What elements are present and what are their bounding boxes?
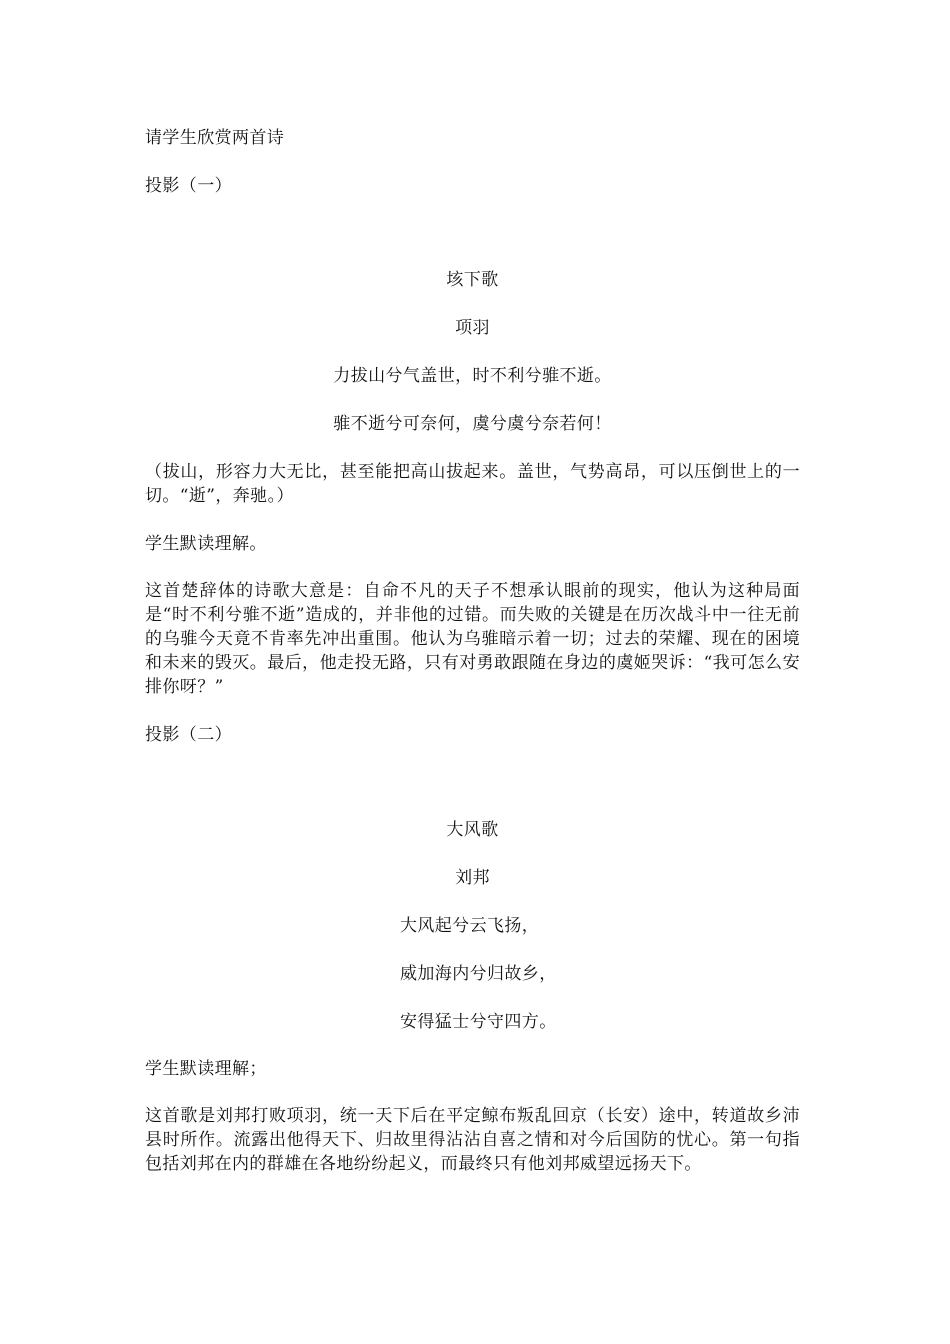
intro-text: 请学生欣赏两首诗 (145, 128, 285, 148)
poem-1-title: 垓下歌 (446, 270, 499, 290)
projection-1-label: 投影（一） (145, 176, 232, 196)
poem-1-read-instruction: 学生默读理解。 (145, 534, 267, 554)
poem-1-line-2: 骓不逝兮可奈何，虞兮虞兮奈若何！ (333, 414, 612, 434)
poem-2-read-instruction: 学生默读理解； (145, 1059, 267, 1079)
projection-2-label: 投影（二） (145, 725, 232, 745)
poem-2-line-3: 安得猛士兮守四方。 (400, 1012, 557, 1032)
poem-2-title: 大风歌 (446, 820, 499, 840)
poem-1-line-1: 力拔山兮气盖世，时不利兮骓不逝。 (333, 366, 612, 386)
poem-1-author: 项羽 (455, 318, 490, 338)
poem-2-line-1: 大风起兮云飞扬， (400, 916, 540, 936)
poem-2-author: 刘邦 (455, 868, 490, 888)
poem-2-analysis: 这首歌是刘邦打败项羽，统一天下后在平定鲸布叛乱回京（长安）途中，转道故乡沛县时所作。流露出他得天下、归故里得沾沾自喜之情和对今后国防的忧心。第一句指包括刘邦在内的群雄在各地纷纷起义，而最终只有他刘邦威望远扬天下。 (145, 1106, 800, 1174)
poem-1-analysis: 这首楚辞体的诗歌大意是：自命不凡的天子不想承认眼前的现实，他认为这种局面是“时不利兮骓不逝”造成的，并非他的过错。而失败的关键是在历次战斗中一往无前的乌骓今天竟不肯率先冲出重围。他认为乌骓暗示着一切；过去的荣耀、现在的困境和未来的毁灭。最后，他走投无路，只有对勇敢跟随在身边的虞姬哭诉：“我可怎么安排你呀？” (145, 581, 800, 697)
poem-2-line-2: 威加海内兮归故乡， (400, 964, 557, 984)
poem-1-note: （拔山，形容力大无比，甚至能把高山拔起来。盖世，气势高昂，可以压倒世上的一切。“逝”，奔驰。） (145, 462, 800, 506)
